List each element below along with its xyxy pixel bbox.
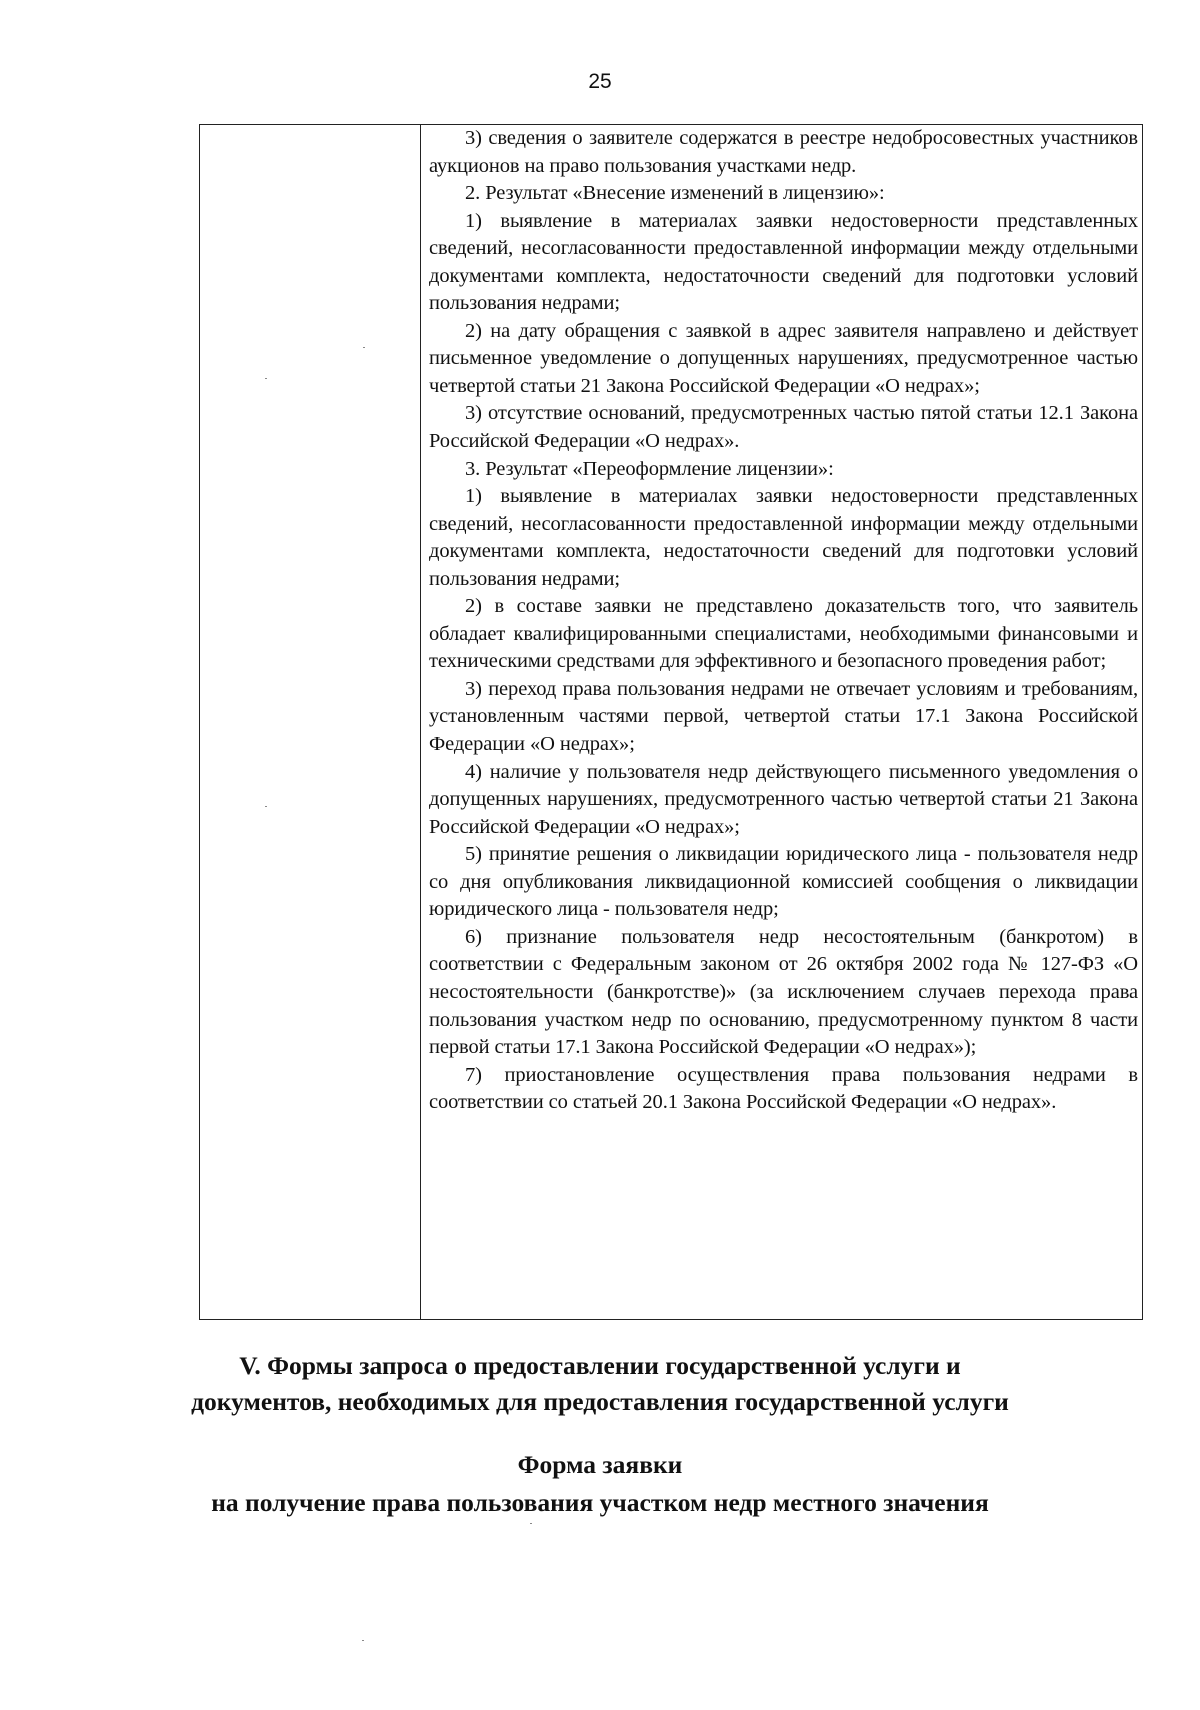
paragraph: 5) принятие решения о ликвидации юридического лица - пользователя недр со дня опубликования ликвидационной комиссией сообщения о ликвидации юридического лица - пользователя недр; bbox=[429, 843, 1138, 921]
paragraph: 2) в составе заявки не представлено доказательств того, что заявитель обладает квалифицированными специалистами, необходимыми финансовыми и техническими средствами для эффективного и безопасного проведения работ; bbox=[429, 595, 1138, 673]
paragraph: 3) отсутствие оснований, предусмотренных частью пятой статьи 12.1 Закона Российской Федерации «О недрах». bbox=[429, 402, 1138, 453]
paragraph: 4) наличие у пользователя недр действующего письменного уведомления о допущенных нарушениях, предусмотренного частью четвертой статьи 21 Закона Российской Федерации «О недрах»; bbox=[429, 760, 1138, 838]
paragraph: 3) переход права пользования недрами не отвечает условиям и требованиям, установленным частями первой, четвертой статьи 17.1 Закона Российской Федерации «О недрах»; bbox=[429, 677, 1138, 756]
table-row bbox=[200, 125, 1143, 1320]
section-title-line: документов, необходимых для предоставления государственной услуги bbox=[191, 1387, 1009, 1416]
section-title-line: V. Формы запроса о предоставлении государственной услуги и bbox=[239, 1351, 961, 1380]
table-left-cell bbox=[200, 125, 421, 1320]
form-title-line: на получение права пользования участком недр местного значения bbox=[211, 1488, 989, 1517]
paragraph: 1) выявление в материалах заявки недостоверности представленных сведений, несогласованности предоставленной информации между отдельными документами комплекта, недостаточности сведений для подготовки условий пользования недрами; bbox=[429, 485, 1138, 590]
scan-speck bbox=[530, 1523, 532, 1524]
scan-speck bbox=[363, 347, 365, 348]
paragraph: 6) признание пользователя недр несостоятельным (банкротом) в соответствии с Федеральным законом от 26 октября 2002 года № 127-ФЗ «О несостоятельности (банкротстве)» (за исключением случаев перехода права пользования участком недр по основанию, предусмотренному пунктом 8 части первой статьи 17.1 Закона Российской Федерации «О недрах»); bbox=[429, 925, 1138, 1059]
cell-text bbox=[429, 125, 1138, 1117]
page-number: 25 bbox=[588, 70, 612, 93]
paragraph: 1) выявление в материалах заявки недостоверности представленных сведений, несогласованности предоставленной информации между отдельными документами комплекта, недостаточности сведений для подготовки условий пользования недрами; bbox=[429, 209, 1138, 315]
form-title-line: Форма заявки bbox=[517, 1450, 683, 1479]
paragraph: 7) приостановление осуществления права пользования недрами в соответствии со статьей 20.1 Закона Российской Федерации «О недрах». bbox=[429, 1063, 1138, 1114]
scan-speck bbox=[265, 378, 267, 379]
paragraph: 2) на дату обращения с заявкой в адрес заявителя направлено и действует письменное уведомление о допущенных нарушениях, предусмотренное частью четвертой статьи 21 Закона Российской Федерации «О недрах»; bbox=[429, 319, 1138, 397]
scan-speck bbox=[265, 806, 267, 807]
table-right-cell bbox=[421, 125, 1143, 1320]
section-title bbox=[150, 1348, 1050, 1420]
conditions-table bbox=[199, 124, 1143, 1320]
paragraph: 3) сведения о заявителе содержатся в реестре недобросовестных участников аукционов на право пользования участками недр. bbox=[429, 127, 1138, 177]
paragraph: 3. Результат «Переоформление лицензии»: bbox=[465, 457, 834, 480]
form-title bbox=[150, 1446, 1050, 1522]
paragraph: 2. Результат «Внесение изменений в лицензию»: bbox=[465, 182, 885, 205]
scan-speck bbox=[362, 1640, 364, 1641]
